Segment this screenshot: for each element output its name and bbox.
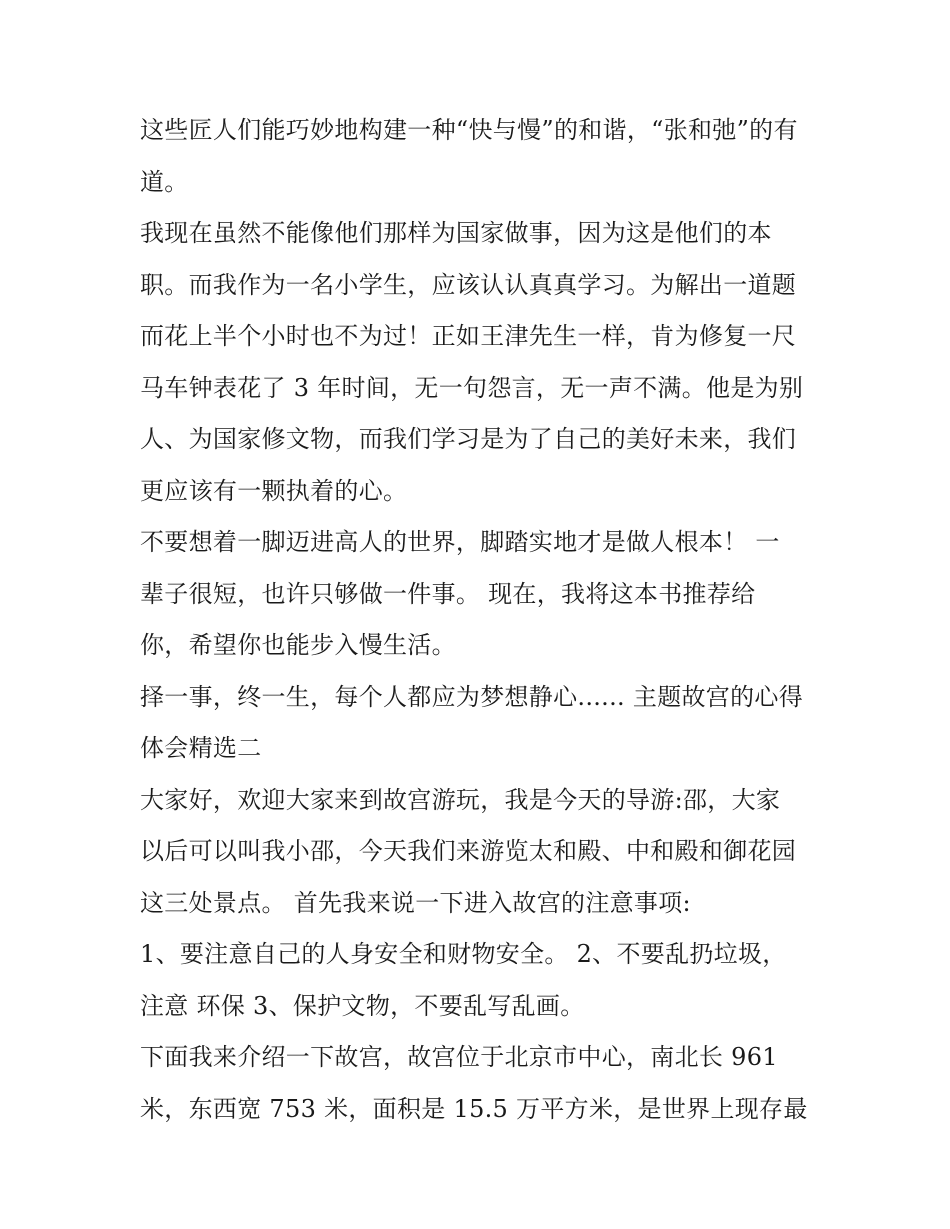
text-line: 择一事，终一生，每个人都应为梦想静心...... 主题故宫的心得 xyxy=(140,682,804,711)
text-line: 我现在虽然不能像他们那样为国家做事，因为这是他们的本 xyxy=(140,219,772,247)
text-line: 下面我来介绍一下故宫，故宫位于北京市中心，南北长 961 xyxy=(140,1043,778,1071)
text-line: 职。而我作为一名小学生，应该认认真真学习。为解出一道题 xyxy=(140,270,797,299)
text-line: 不要想着一脚迈进高人的世界，脚踏实地才是做人根本！ 一 xyxy=(140,528,780,556)
text-line: 道。 xyxy=(140,167,189,196)
text-line: 辈子很短，也许只够做一件事。 现在，我将这本书推荐给 xyxy=(140,579,756,608)
document-body xyxy=(140,105,820,1135)
text-line: 你，希望你也能步入慢生活。 xyxy=(140,631,456,659)
text-line: 以后可以叫我小邵，今天我们来游览太和殿、中和殿和御花园 xyxy=(140,837,797,865)
text-line: 这些匠人们能巧妙地构建一种“快与慢”的和谐，“张和弛”的有 xyxy=(140,116,798,144)
text-line: 注意 环保 3、保护文物，不要乱写乱画。 xyxy=(140,991,585,1020)
text-line: 马车钟表花了 3 年时间，无一句怨言，无一声不满。他是为别 xyxy=(140,373,804,402)
text-line: 米，东西宽 753 米，面积是 15.5 万平方米，是世界上现存最 xyxy=(140,1094,808,1123)
text-line: 人、为国家修文物，而我们学习是为了自己的美好未来，我们 xyxy=(140,425,797,453)
text-line: 这三处景点。 首先我来说一下进入故宫的注意事项: xyxy=(140,888,691,917)
text-line: 体会精选二 xyxy=(140,734,262,762)
text-line: 大家好，欢迎大家来到故宫游玩，我是今天的导游:邵，大家 xyxy=(140,785,781,814)
text-line: 而花上半个小时也不为过！正如王津先生一样，肯为修复一尺 xyxy=(140,322,797,350)
text-line: 更应该有一颗执着的心。 xyxy=(140,476,408,505)
text-line: 1、要注意自己的人身安全和财物安全。 2、不要乱扔垃圾， xyxy=(140,940,787,968)
